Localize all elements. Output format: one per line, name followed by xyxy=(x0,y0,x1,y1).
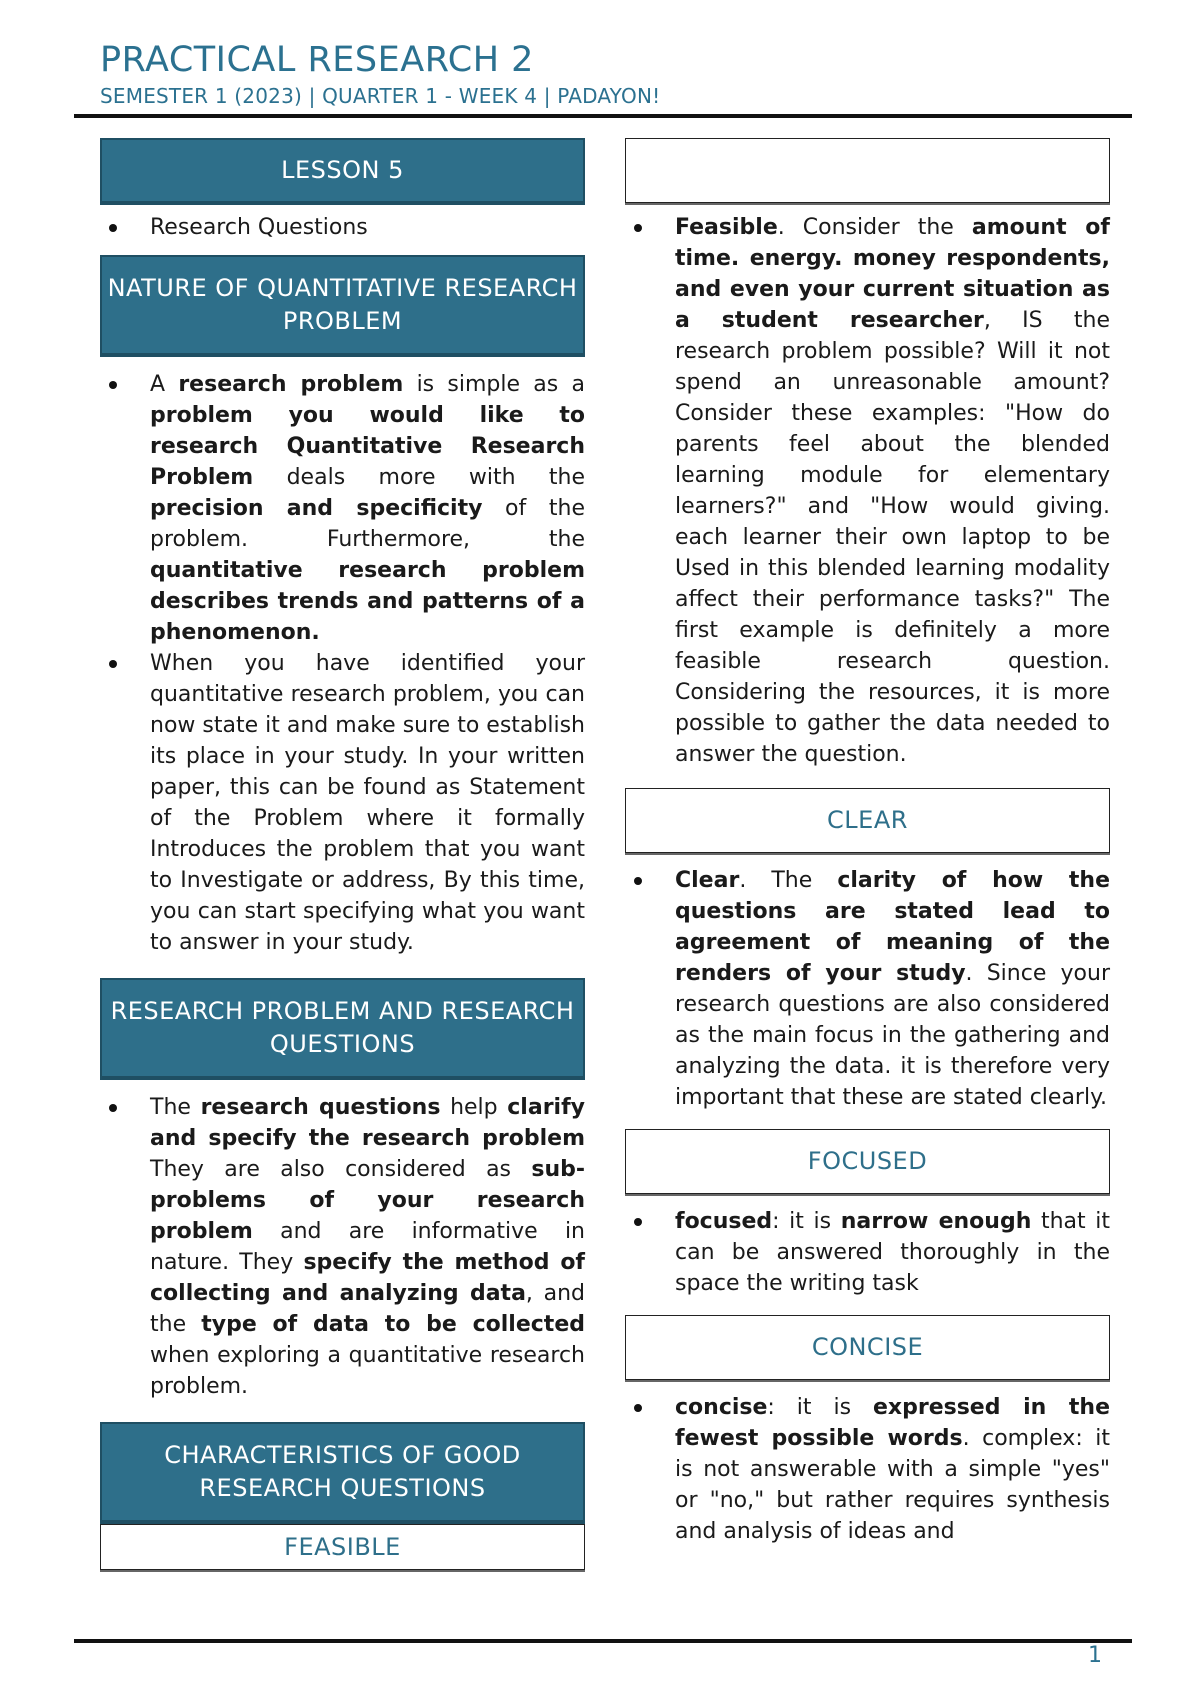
right-column xyxy=(625,138,1110,1547)
header-rule xyxy=(74,114,1132,118)
lesson-topic-item xyxy=(100,212,585,243)
text-run: type of data to be collected xyxy=(201,1312,585,1337)
concise-heading-box xyxy=(625,1315,1110,1380)
characteristics-heading-box xyxy=(100,1422,585,1522)
text-run: concise xyxy=(675,1395,768,1420)
text-run: precision and specificity xyxy=(150,496,483,521)
nature-list xyxy=(100,369,585,958)
lesson-heading-box xyxy=(100,138,585,203)
feasible-list xyxy=(625,212,1110,770)
focused-list xyxy=(625,1206,1110,1299)
concise-list xyxy=(625,1392,1110,1547)
text-run: sub-problems of your research problem xyxy=(150,1157,585,1244)
text-run: : it is xyxy=(767,1395,873,1420)
text-run: deals more with the xyxy=(253,465,585,490)
footer-rule xyxy=(74,1639,1132,1643)
text-run: of the problem. Furthermore, the xyxy=(150,496,585,552)
clear-heading: CLEAR xyxy=(827,806,908,834)
focused-heading-box xyxy=(625,1129,1110,1194)
text-run: . Since your research questions are also considered as the main focus in the gathering and analyzing the data. it is therefore very important that these are stated clearly. xyxy=(675,961,1110,1110)
feasible-paragraph xyxy=(625,212,1110,770)
concise-paragraph xyxy=(625,1392,1110,1547)
text-run: amount of time. energy. money respondents, and even your current situation as a student researcher xyxy=(675,215,1110,333)
text-run: problem you would like to research Quantitative Research Problem xyxy=(150,403,585,490)
text-run: , and the xyxy=(150,1281,585,1337)
text-run: The xyxy=(150,1095,201,1120)
text-run: . Consider the xyxy=(777,215,972,240)
text-run: and are informative in nature. They xyxy=(150,1219,585,1275)
feasible-heading-box xyxy=(100,1524,585,1570)
text-run: specify the method of collecting and analyzing data xyxy=(150,1250,586,1306)
text-run: When you have identified your quantitative research problem, you can now state it and make sure to establish its place in your study. In your written paper, this can be found as Statement of the Problem where it formally Introduces the problem that you want to Investigate or address, By this time, you can start specifying what you want to answer in your study. xyxy=(150,651,585,955)
text-run: when exploring a quantitative research problem. xyxy=(150,1343,585,1399)
nature-heading: NATURE OF QUANTITATIVE RESEARCH PROBLEM xyxy=(107,274,578,335)
text-run: help xyxy=(440,1095,508,1120)
text-run: A xyxy=(150,372,179,397)
nature-paragraph-1 xyxy=(100,369,585,648)
page-header xyxy=(100,38,1140,110)
text-run: : it is xyxy=(772,1209,841,1234)
feasible-heading: FEASIBLE xyxy=(284,1532,401,1561)
text-run: They are also considered as xyxy=(150,1157,532,1182)
text-run: clarity of how the questions are stated lead to agreement of meaning of the renders of your study xyxy=(675,868,1110,986)
lesson-heading: LESSON 5 xyxy=(281,156,404,184)
rprq-heading-box xyxy=(100,978,585,1078)
lesson-topic-list xyxy=(100,212,585,243)
concise-heading: CONCISE xyxy=(811,1333,924,1361)
clear-heading-box xyxy=(625,788,1110,853)
left-column xyxy=(100,138,585,1570)
rprq-list xyxy=(100,1092,585,1402)
text-run: . complex: it is not answerable with a simple "yes" or "no," but rather requires synthesis and analysis of ideas and xyxy=(675,1426,1110,1544)
document-subtitle: SEMESTER 1 (2023) | QUARTER 1 - WEEK 4 | PADAYON! xyxy=(100,84,661,108)
rprq-paragraph xyxy=(100,1092,585,1402)
text-run: narrow enough xyxy=(840,1209,1032,1234)
characteristics-heading: CHARACTERISTICS OF GOOD RESEARCH QUESTIONS xyxy=(164,1441,521,1502)
text-run: . The xyxy=(739,868,838,893)
text-run: Clear xyxy=(675,868,740,893)
text-run: is simple as a xyxy=(403,372,585,397)
nature-paragraph-2 xyxy=(100,648,585,958)
text-run: expressed in the fewest possible words xyxy=(675,1395,1110,1451)
text-run: quantitative research problem describes trends and patterns of a phenomenon. xyxy=(150,558,585,645)
text-run: focused xyxy=(675,1209,773,1234)
text-run: clarify and specify the research problem xyxy=(150,1095,585,1151)
clear-list xyxy=(625,865,1110,1113)
clear-paragraph xyxy=(625,865,1110,1113)
focused-paragraph xyxy=(625,1206,1110,1299)
text-run: research problem xyxy=(178,372,404,397)
page-number: 1 xyxy=(1088,1643,1102,1668)
rprq-heading: RESEARCH PROBLEM AND RESEARCH QUESTIONS xyxy=(110,997,575,1058)
text-run: Feasible xyxy=(675,215,778,240)
focused-heading: FOCUSED xyxy=(807,1147,928,1175)
text-run: , IS the research problem possible? Will it not spend an unreasonable amount? Consider these examples: "How do parents feel about the blended learning module for elementary learners?" and "How would giving. each learner their own laptop to be Used in this blended learning modality affect their performance tasks?" The first example is definitely a more feasible research question. Considering the resources, it is more possible to gather the data needed to answer the question. xyxy=(675,308,1110,767)
empty-heading-box xyxy=(625,138,1110,203)
lesson-topic-text: Research Questions xyxy=(150,215,368,240)
document-title: PRACTICAL RESEARCH 2 xyxy=(100,40,534,80)
text-run: research questions xyxy=(200,1095,441,1120)
nature-heading-box xyxy=(100,255,585,355)
text-run: that it can be answered thoroughly in the space the writing task xyxy=(675,1209,1110,1296)
